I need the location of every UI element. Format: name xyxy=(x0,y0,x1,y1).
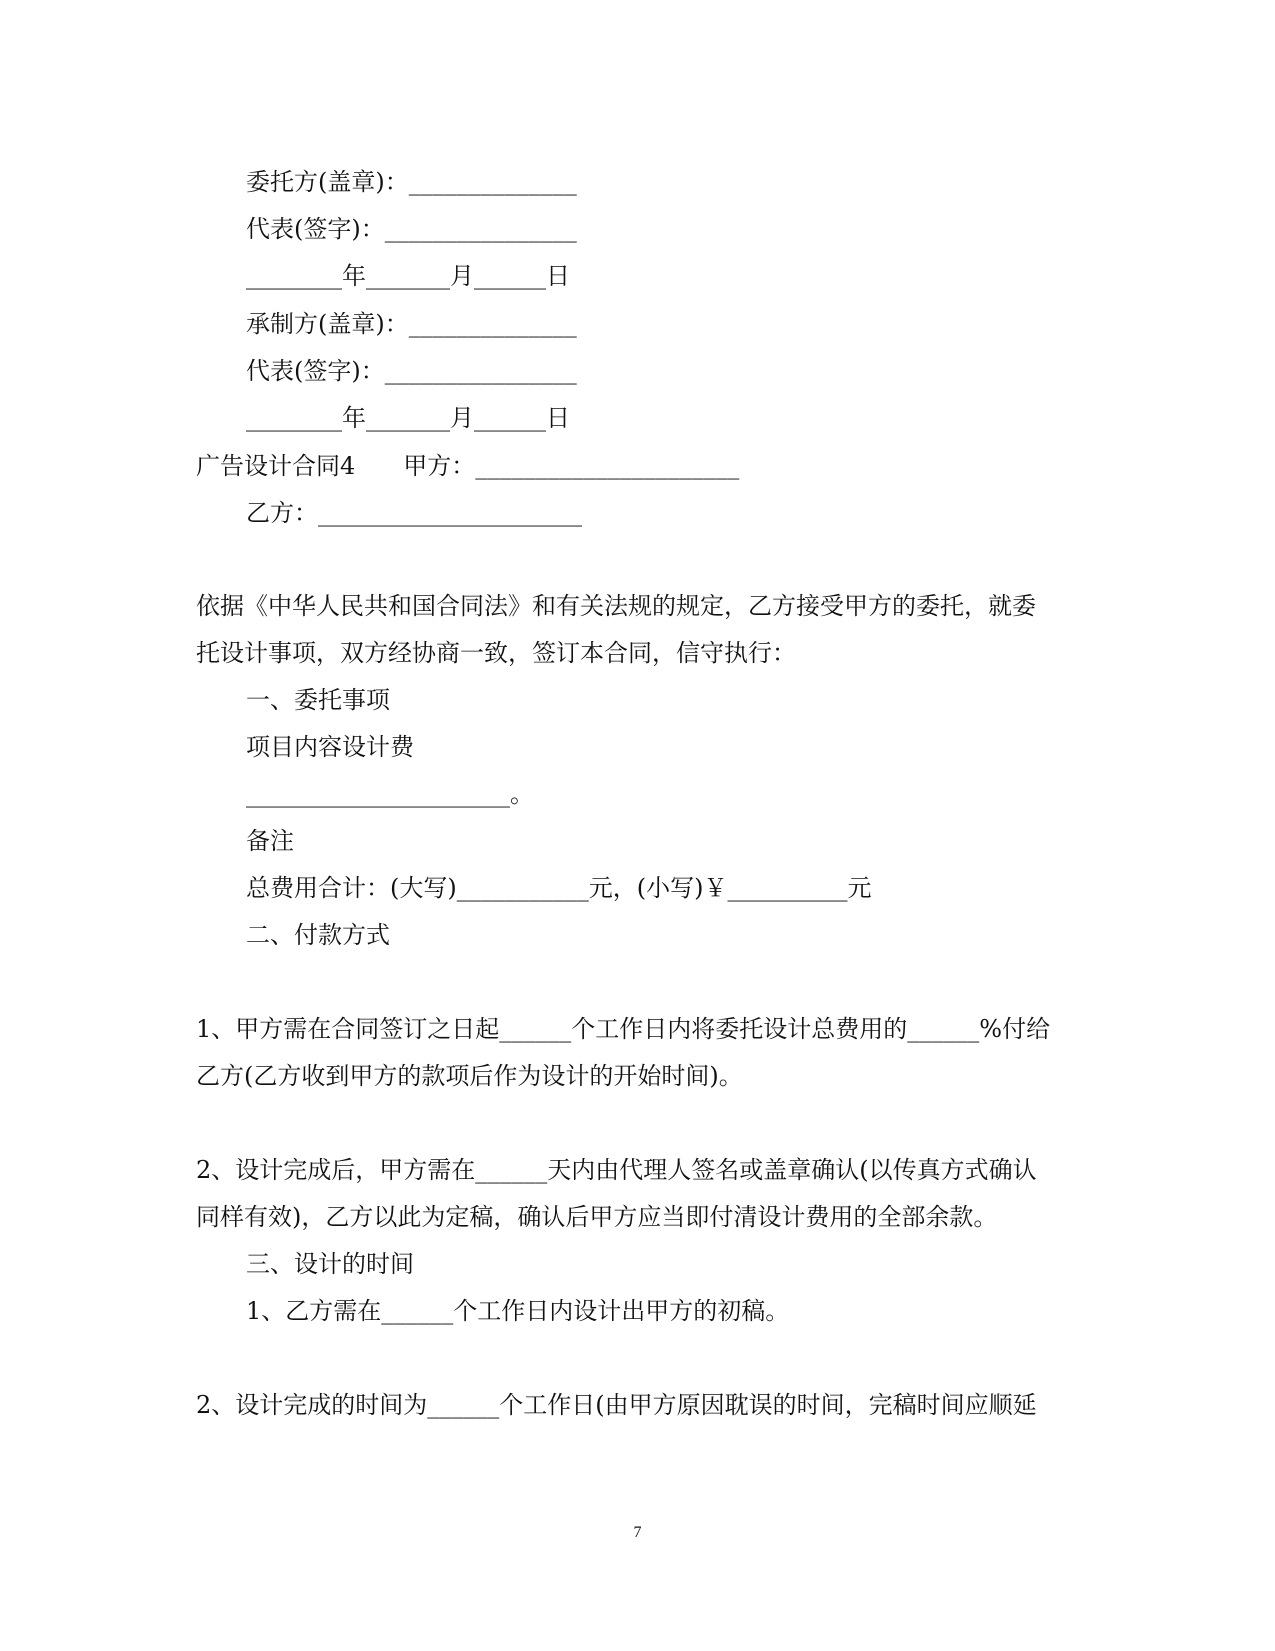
page-number: 7 xyxy=(633,1524,642,1541)
contractor-representative-line: 代表(签字)：________________ xyxy=(246,357,577,385)
section-heading-3: 三、设计的时间 xyxy=(246,1250,414,1278)
client-seal-line: 委托方(盖章)：______________ xyxy=(246,168,577,196)
payment-clause-2-line-1: 2、设计完成后，甲方需在______天内由代理人签名或盖章确认(以传真方式确认 xyxy=(196,1156,1037,1184)
total-fee-line: 总费用合计：(大写)___________元，(小写)￥__________元 xyxy=(246,874,872,902)
project-content-line: 项目内容设计费 xyxy=(246,733,414,761)
section-heading-2: 二、付款方式 xyxy=(246,921,390,949)
section-heading-1: 一、委托事项 xyxy=(246,686,390,714)
contract-title-party-a-line: 广告设计合同4 甲方：______________________ xyxy=(196,452,740,480)
contractor-seal-line: 承制方(盖章)：______________ xyxy=(246,310,577,338)
party-b-line: 乙方：______________________ xyxy=(246,499,582,527)
design-time-clause-2: 2、设计完成的时间为______个工作日(由甲方原因耽误的时间，完稿时间应顺延 xyxy=(196,1391,1037,1419)
remarks-line: 备注 xyxy=(246,827,294,855)
client-representative-line: 代表(签字)：________________ xyxy=(246,215,577,243)
design-time-clause-1: 1、乙方需在______个工作日内设计出甲方的初稿。 xyxy=(246,1297,790,1325)
contractor-date-line: ________年_______月______日 xyxy=(246,404,570,432)
preamble-line-2: 托设计事项，双方经协商一致，签订本合同，信守执行： xyxy=(196,639,796,667)
client-date-line: ________年_______月______日 xyxy=(246,262,570,290)
project-blank-line: ______________________。 xyxy=(246,780,534,808)
preamble-line-1: 依据《中华人民共和国合同法》和有关法规的规定，乙方接受甲方的委托，就委 xyxy=(196,592,1036,620)
payment-clause-1-line-1: 1、甲方需在合同签订之日起______个工作日内将委托设计总费用的______%付给 xyxy=(196,1015,1051,1043)
payment-clause-2-line-2: 同样有效)，乙方以此为定稿，确认后甲方应当即付清设计费用的全部余款。 xyxy=(196,1203,998,1231)
payment-clause-1-line-2: 乙方(乙方收到甲方的款项后作为设计的开始时间)。 xyxy=(196,1062,743,1090)
